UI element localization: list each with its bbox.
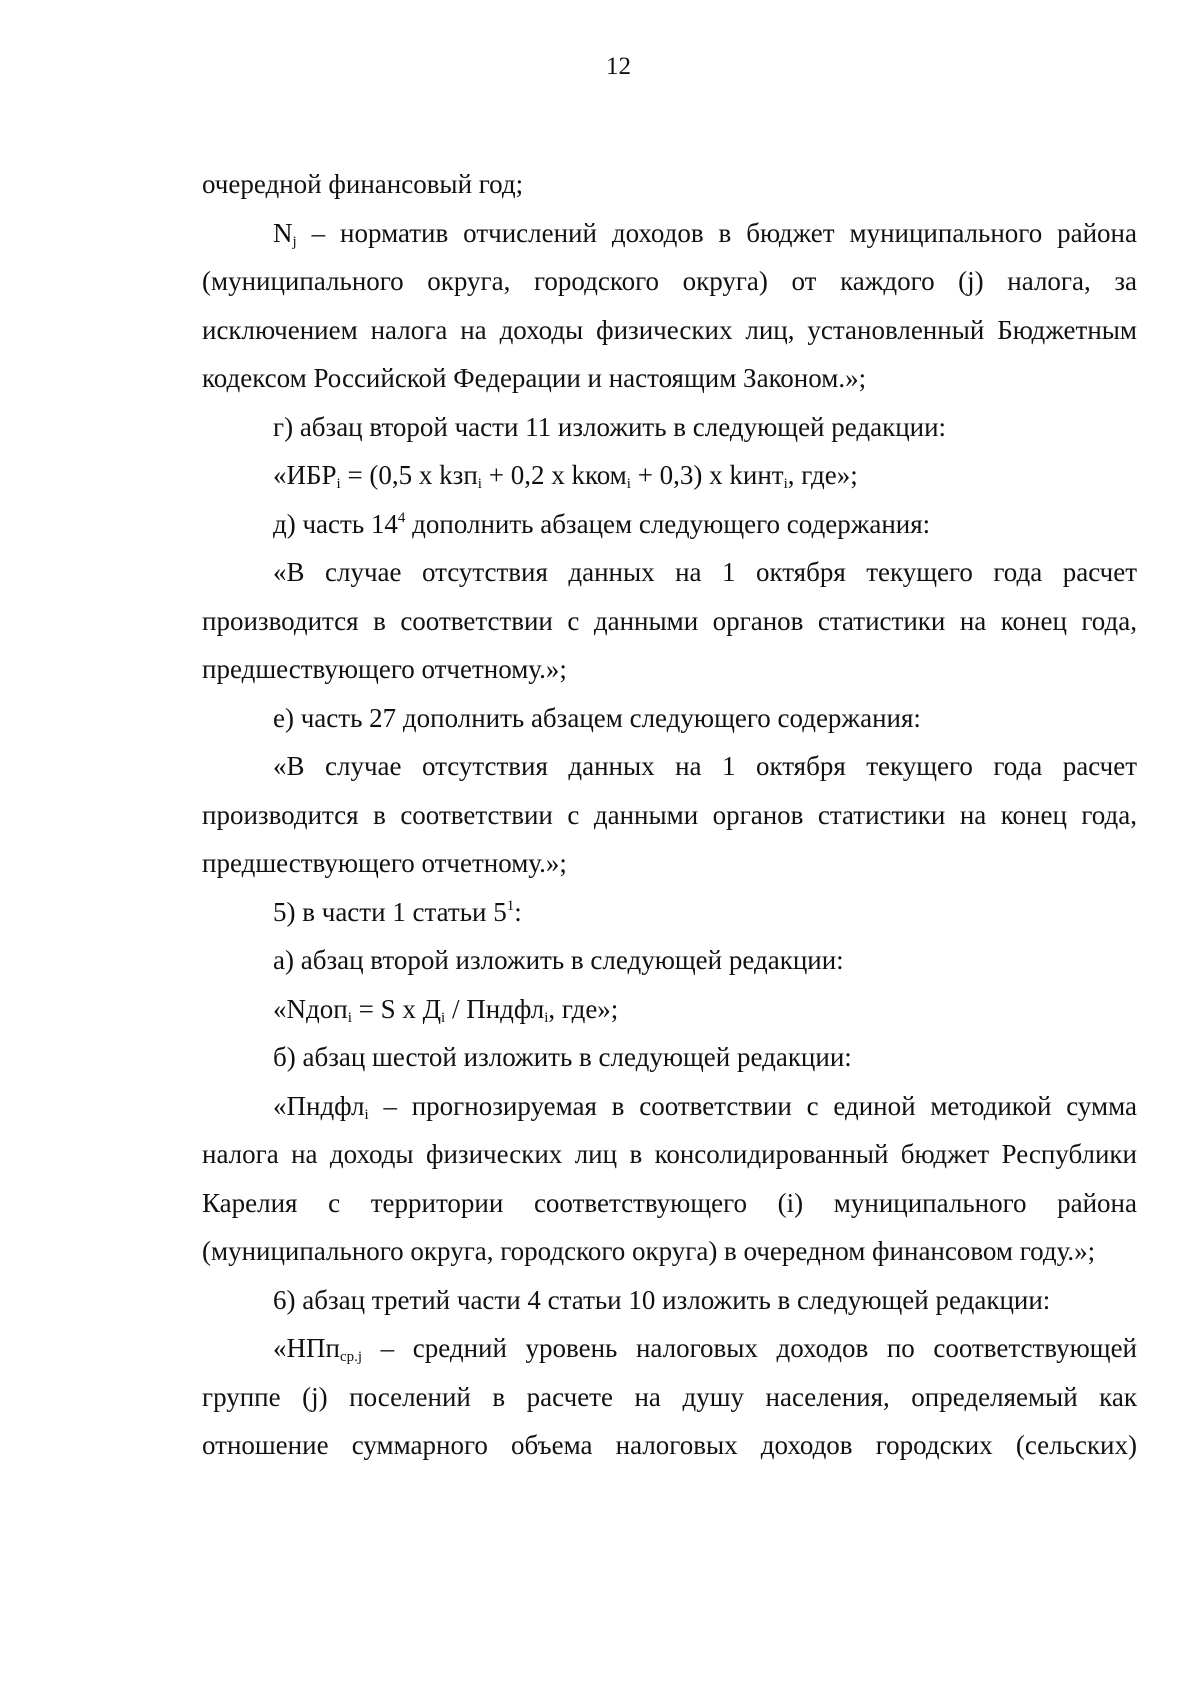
subscript-i: i bbox=[336, 476, 341, 492]
formula-part: , где»; bbox=[548, 993, 619, 1024]
formula-part: = S x Д bbox=[351, 993, 442, 1024]
formula-part: + 0,2 x kком bbox=[481, 460, 627, 490]
formula-part: / Пндфл bbox=[445, 993, 545, 1024]
paragraph-text: – прогнозируемая в соответствии с единой методикой сумма налога на доходы физических лиц в консолидированный бюджет Республики Карелия с территории соответствующего (i) муниципального района (муниципального округа, городского округа) в очередном финансовом году.»; bbox=[202, 1090, 1137, 1266]
paragraph-text: а) абзац второй изложить в следующей редакции: bbox=[273, 945, 844, 975]
formula-part: «Пндфл bbox=[273, 1090, 365, 1121]
paragraph-npp-definition bbox=[202, 1324, 1137, 1470]
superscript-1: 1 bbox=[506, 897, 515, 914]
subscript-i: i bbox=[783, 476, 788, 492]
paragraph-item-6 bbox=[202, 1276, 1137, 1325]
subscript-cp-j: ср.j bbox=[339, 1349, 363, 1365]
symbol-n: N bbox=[273, 217, 293, 248]
superscript-4: 4 bbox=[397, 509, 406, 526]
paragraph-text: дополнить абзацем следующего содержания: bbox=[405, 508, 931, 539]
paragraph-amendment-e bbox=[202, 694, 1137, 743]
formula-part: «Nдоп bbox=[273, 993, 348, 1024]
paragraph-text: – средний уровень налоговых доходов по соответствующей группе (j) поселений в расчете на душу населения, определяемый как отношение суммарного объема налоговых доходов городских (сельских) bbox=[202, 1333, 1137, 1460]
page-number: 12 bbox=[606, 53, 631, 80]
paragraph-text: – норматив отчислений доходов в бюджет муниципального района (муниципального округа, городского округа) от каждого (j) налога, за исключением налога на доходы физических лиц, установленный Бюджетным кодексом Российской Федерации и настоящим Законом.»; bbox=[202, 217, 1137, 393]
subscript-i: i bbox=[544, 1009, 549, 1026]
formula-part: «ИБР bbox=[273, 460, 337, 490]
paragraph-text: «В случае отсутствия данных на 1 октября текущего года расчет производится в соответствии с данными органов статистики на конец года, предшествующего отчетному.»; bbox=[202, 751, 1137, 878]
subscript-i: i bbox=[626, 476, 631, 492]
paragraph-text: 5) в части 1 статьи 5 bbox=[273, 896, 507, 927]
subscript-i: i bbox=[364, 1106, 369, 1123]
paragraph-quote-statistics-1 bbox=[202, 548, 1137, 694]
formula-part: «НПп bbox=[273, 1333, 340, 1363]
formula-part: = (0,5 x kзп bbox=[340, 460, 478, 490]
paragraph-text: г) абзац второй части 11 изложить в следующей редакции: bbox=[273, 411, 947, 442]
paragraph-continuation bbox=[202, 160, 1137, 209]
paragraph-text: очередной финансовый год; bbox=[202, 169, 524, 199]
subscript-j: j bbox=[292, 233, 297, 250]
paragraph-text: б) абзац шестой изложить в следующей редакции: bbox=[273, 1042, 852, 1072]
paragraph-amendment-b bbox=[202, 1033, 1137, 1082]
paragraph-text: 6) абзац третий части 4 статьи 10 изложить в следующей редакции: bbox=[273, 1284, 1051, 1315]
formula-ibr bbox=[202, 451, 1137, 500]
formula-part: + 0,3) x kинт bbox=[630, 460, 784, 490]
paragraph-amendment-a bbox=[202, 936, 1137, 985]
paragraph-item-5 bbox=[202, 888, 1137, 937]
document-body bbox=[202, 160, 1137, 1470]
subscript-i: i bbox=[347, 1009, 352, 1026]
paragraph-text: : bbox=[514, 896, 522, 927]
subscript-i: i bbox=[477, 476, 482, 492]
paragraph-pndfl-definition bbox=[202, 1082, 1137, 1276]
formula-ndop bbox=[202, 985, 1137, 1034]
paragraph-nj-definition bbox=[202, 209, 1137, 403]
formula-part: , где»; bbox=[787, 460, 858, 490]
paragraph-text: «В случае отсутствия данных на 1 октября текущего года расчет производится в соответствии с данными органов статистики на конец года, предшествующего отчетному.»; bbox=[202, 557, 1137, 684]
subscript-i: i bbox=[441, 1009, 446, 1026]
paragraph-quote-statistics-2 bbox=[202, 742, 1137, 888]
paragraph-text: е) часть 27 дополнить абзацем следующего содержания: bbox=[273, 702, 921, 733]
paragraph-text: д) часть 14 bbox=[273, 508, 398, 539]
paragraph-amendment-g bbox=[202, 403, 1137, 452]
paragraph-amendment-d bbox=[202, 500, 1137, 549]
